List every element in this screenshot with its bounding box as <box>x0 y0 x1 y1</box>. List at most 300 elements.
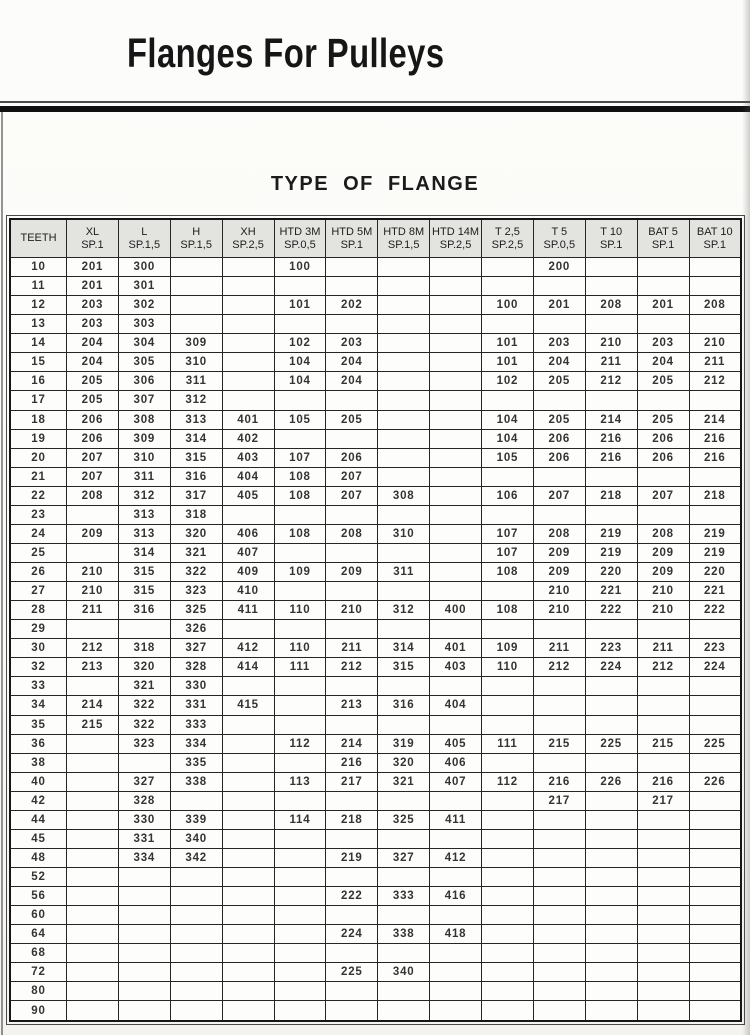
value-cell <box>482 1001 534 1021</box>
value-cell: 101 <box>482 353 534 372</box>
value-cell <box>533 810 585 829</box>
value-cell <box>689 963 741 982</box>
value-cell: 222 <box>689 601 741 620</box>
value-cell <box>482 753 534 772</box>
column-header-line2: SP.1,5 <box>180 238 212 251</box>
value-cell: 331 <box>118 829 170 848</box>
teeth-cell: 19 <box>10 429 67 448</box>
value-cell <box>274 1001 326 1021</box>
value-cell: 208 <box>533 524 585 543</box>
table-row-teeth-72 <box>10 963 741 982</box>
value-cell: 213 <box>67 658 119 677</box>
value-cell <box>274 620 326 639</box>
value-cell: 304 <box>118 334 170 353</box>
value-cell <box>637 753 689 772</box>
value-cell <box>326 620 378 639</box>
column-header-line1: T 5 <box>551 226 568 238</box>
value-cell <box>274 925 326 944</box>
column-header-line2: SP.1,5 <box>387 238 420 251</box>
value-cell <box>118 982 170 1001</box>
value-cell: 218 <box>585 486 637 505</box>
value-cell: 214 <box>585 410 637 429</box>
value-cell <box>585 887 637 906</box>
value-cell <box>67 1001 119 1021</box>
value-cell: 112 <box>274 734 326 753</box>
value-cell: 214 <box>689 410 741 429</box>
value-cell <box>637 315 689 334</box>
table-row-teeth-21 <box>10 467 741 486</box>
value-cell: 216 <box>689 448 741 467</box>
column-header-line1: L <box>141 226 148 238</box>
value-cell: 226 <box>585 772 637 791</box>
value-cell: 406 <box>430 753 482 772</box>
value-cell <box>222 734 274 753</box>
value-cell: 205 <box>67 391 119 410</box>
value-cell: 317 <box>170 486 222 505</box>
value-cell <box>585 391 637 410</box>
value-cell <box>585 677 637 696</box>
value-cell <box>378 315 430 334</box>
value-cell: 307 <box>118 391 170 410</box>
value-cell <box>170 887 222 906</box>
value-cell: 312 <box>378 601 430 620</box>
value-cell: 301 <box>118 277 170 296</box>
table-row-teeth-10 <box>10 258 741 277</box>
value-cell <box>533 467 585 486</box>
value-cell <box>378 467 430 486</box>
value-cell: 342 <box>170 848 222 867</box>
value-cell <box>482 791 534 810</box>
value-cell <box>430 410 482 429</box>
value-cell <box>378 372 430 391</box>
value-cell: 318 <box>118 639 170 658</box>
value-cell <box>637 944 689 963</box>
table-row-teeth-42 <box>10 791 741 810</box>
value-cell <box>585 810 637 829</box>
header-divider-thick-line <box>0 106 750 112</box>
value-cell: 205 <box>326 410 378 429</box>
value-cell <box>378 982 430 1001</box>
table-row-teeth-38 <box>10 753 741 772</box>
value-cell <box>482 810 534 829</box>
teeth-cell: 38 <box>10 753 67 772</box>
value-cell <box>430 906 482 925</box>
value-cell: 108 <box>274 524 326 543</box>
value-cell: 302 <box>118 296 170 315</box>
value-cell <box>274 791 326 810</box>
value-cell <box>637 677 689 696</box>
value-cell: 203 <box>637 334 689 353</box>
value-cell: 211 <box>585 353 637 372</box>
value-cell: 208 <box>585 296 637 315</box>
value-cell: 220 <box>585 563 637 582</box>
value-cell: 204 <box>637 353 689 372</box>
value-cell: 205 <box>533 372 585 391</box>
value-cell <box>378 944 430 963</box>
value-cell: 226 <box>689 772 741 791</box>
value-cell: 327 <box>118 772 170 791</box>
column-header-bat-10 <box>689 219 741 258</box>
value-cell: 305 <box>118 353 170 372</box>
teeth-cell: 29 <box>10 620 67 639</box>
value-cell <box>689 620 741 639</box>
teeth-cell: 40 <box>10 772 67 791</box>
value-cell <box>482 582 534 601</box>
value-cell <box>67 791 119 810</box>
value-cell: 217 <box>637 791 689 810</box>
column-header-htd-14m <box>430 219 482 258</box>
value-cell: 203 <box>326 334 378 353</box>
value-cell <box>222 391 274 410</box>
value-cell: 401 <box>430 639 482 658</box>
value-cell: 314 <box>170 429 222 448</box>
value-cell <box>274 753 326 772</box>
value-cell: 207 <box>67 448 119 467</box>
value-cell <box>170 944 222 963</box>
table-row-teeth-36 <box>10 734 741 753</box>
value-cell <box>222 829 274 848</box>
value-cell <box>67 772 119 791</box>
value-cell <box>430 277 482 296</box>
value-cell <box>430 353 482 372</box>
value-cell: 320 <box>170 524 222 543</box>
value-cell <box>585 868 637 887</box>
value-cell <box>274 848 326 867</box>
value-cell <box>430 868 482 887</box>
value-cell <box>274 906 326 925</box>
value-cell <box>637 258 689 277</box>
value-cell: 102 <box>274 334 326 353</box>
value-cell: 200 <box>533 258 585 277</box>
value-cell <box>274 543 326 562</box>
value-cell <box>67 543 119 562</box>
value-cell <box>482 696 534 715</box>
value-cell: 322 <box>118 696 170 715</box>
value-cell <box>170 277 222 296</box>
column-header-line2: SP.1 <box>599 238 623 251</box>
value-cell: 208 <box>67 486 119 505</box>
value-cell: 221 <box>689 582 741 601</box>
value-cell: 216 <box>689 429 741 448</box>
value-cell <box>326 582 378 601</box>
value-cell <box>533 925 585 944</box>
value-cell: 212 <box>326 658 378 677</box>
value-cell: 309 <box>118 429 170 448</box>
value-cell <box>430 620 482 639</box>
value-cell <box>274 829 326 848</box>
value-cell: 316 <box>118 601 170 620</box>
value-cell: 315 <box>170 448 222 467</box>
value-cell <box>430 791 482 810</box>
value-cell: 209 <box>637 543 689 562</box>
value-cell: 321 <box>378 772 430 791</box>
scan-right-edge-shade <box>742 0 750 1035</box>
value-cell <box>637 906 689 925</box>
value-cell <box>378 334 430 353</box>
value-cell: 405 <box>222 486 274 505</box>
value-cell: 333 <box>378 887 430 906</box>
value-cell <box>482 925 534 944</box>
value-cell: 328 <box>170 658 222 677</box>
table-row-teeth-34 <box>10 696 741 715</box>
value-cell: 216 <box>326 753 378 772</box>
value-cell <box>378 448 430 467</box>
value-cell <box>326 868 378 887</box>
column-header-line1: TEETH <box>20 232 57 245</box>
value-cell <box>637 848 689 867</box>
value-cell <box>689 753 741 772</box>
value-cell <box>118 868 170 887</box>
value-cell <box>482 715 534 734</box>
value-cell <box>378 505 430 524</box>
value-cell <box>482 315 534 334</box>
value-cell <box>533 620 585 639</box>
value-cell <box>378 620 430 639</box>
value-cell <box>222 353 274 372</box>
table-row-teeth-68 <box>10 944 741 963</box>
teeth-cell: 15 <box>10 353 67 372</box>
value-cell <box>689 868 741 887</box>
table-row-teeth-35 <box>10 715 741 734</box>
value-cell <box>378 277 430 296</box>
value-cell <box>585 848 637 867</box>
value-cell <box>378 906 430 925</box>
value-cell: 300 <box>118 258 170 277</box>
value-cell <box>689 982 741 1001</box>
value-cell: 312 <box>170 391 222 410</box>
value-cell: 104 <box>482 429 534 448</box>
value-cell: 314 <box>378 639 430 658</box>
value-cell <box>222 982 274 1001</box>
table-row-teeth-18 <box>10 410 741 429</box>
value-cell <box>637 982 689 1001</box>
value-cell <box>482 868 534 887</box>
value-cell: 321 <box>170 543 222 562</box>
value-cell: 212 <box>67 639 119 658</box>
table-row-teeth-29 <box>10 620 741 639</box>
value-cell: 412 <box>430 848 482 867</box>
value-cell <box>118 963 170 982</box>
value-cell <box>430 486 482 505</box>
value-cell <box>378 258 430 277</box>
value-cell: 322 <box>170 563 222 582</box>
value-cell <box>67 925 119 944</box>
value-cell: 105 <box>274 410 326 429</box>
value-cell: 219 <box>689 543 741 562</box>
value-cell <box>430 315 482 334</box>
value-cell <box>689 906 741 925</box>
value-cell <box>274 429 326 448</box>
value-cell: 201 <box>67 258 119 277</box>
value-cell: 321 <box>118 677 170 696</box>
value-cell <box>689 467 741 486</box>
value-cell: 206 <box>533 429 585 448</box>
column-header-line2: SP.2,5 <box>491 238 524 251</box>
value-cell: 209 <box>637 563 689 582</box>
value-cell: 207 <box>637 486 689 505</box>
value-cell: 326 <box>170 620 222 639</box>
teeth-cell: 11 <box>10 277 67 296</box>
value-cell <box>533 1001 585 1021</box>
value-cell <box>67 963 119 982</box>
value-cell <box>482 944 534 963</box>
teeth-cell: 42 <box>10 791 67 810</box>
value-cell <box>67 944 119 963</box>
value-cell <box>482 677 534 696</box>
value-cell <box>326 906 378 925</box>
value-cell <box>67 810 119 829</box>
value-cell <box>430 563 482 582</box>
value-cell <box>222 372 274 391</box>
value-cell: 310 <box>118 448 170 467</box>
value-cell <box>222 620 274 639</box>
value-cell: 225 <box>689 734 741 753</box>
value-cell: 308 <box>118 410 170 429</box>
teeth-cell: 23 <box>10 505 67 524</box>
value-cell: 216 <box>585 448 637 467</box>
value-cell <box>430 448 482 467</box>
value-cell <box>585 715 637 734</box>
scan-left-edge-line <box>1 112 3 1035</box>
value-cell: 314 <box>118 543 170 562</box>
value-cell <box>326 315 378 334</box>
value-cell: 325 <box>378 810 430 829</box>
table-row-teeth-24 <box>10 524 741 543</box>
column-header-line1: BAT 5 <box>648 226 678 238</box>
value-cell: 404 <box>222 467 274 486</box>
column-header-l <box>118 219 170 258</box>
value-cell <box>378 1001 430 1021</box>
value-cell: 210 <box>67 563 119 582</box>
value-cell: 340 <box>378 963 430 982</box>
value-cell <box>222 753 274 772</box>
value-cell <box>585 982 637 1001</box>
value-cell: 323 <box>118 734 170 753</box>
value-cell <box>222 925 274 944</box>
value-cell <box>585 467 637 486</box>
table-row-teeth-40 <box>10 772 741 791</box>
value-cell: 220 <box>689 563 741 582</box>
value-cell: 208 <box>689 296 741 315</box>
value-cell: 112 <box>482 772 534 791</box>
value-cell <box>67 677 119 696</box>
value-cell <box>482 829 534 848</box>
column-header-line1: HTD 5M <box>331 226 373 238</box>
value-cell <box>222 944 274 963</box>
value-cell: 210 <box>637 582 689 601</box>
value-cell <box>67 868 119 887</box>
value-cell: 319 <box>378 734 430 753</box>
value-cell: 222 <box>326 887 378 906</box>
value-cell <box>222 677 274 696</box>
value-cell <box>118 753 170 772</box>
value-cell <box>378 543 430 562</box>
value-cell: 109 <box>482 639 534 658</box>
value-cell: 303 <box>118 315 170 334</box>
value-cell <box>67 753 119 772</box>
value-cell <box>118 906 170 925</box>
value-cell: 310 <box>378 524 430 543</box>
value-cell <box>430 391 482 410</box>
table-row-teeth-28 <box>10 601 741 620</box>
teeth-cell: 18 <box>10 410 67 429</box>
value-cell: 315 <box>118 563 170 582</box>
value-cell <box>274 277 326 296</box>
value-cell: 311 <box>118 467 170 486</box>
value-cell: 309 <box>170 334 222 353</box>
value-cell <box>326 543 378 562</box>
value-cell: 327 <box>378 848 430 867</box>
value-cell: 211 <box>689 353 741 372</box>
value-cell <box>585 258 637 277</box>
value-cell <box>430 829 482 848</box>
value-cell: 411 <box>430 810 482 829</box>
value-cell <box>326 715 378 734</box>
value-cell: 104 <box>274 372 326 391</box>
value-cell <box>689 677 741 696</box>
value-cell: 320 <box>118 658 170 677</box>
value-cell <box>430 982 482 1001</box>
table-row-teeth-52 <box>10 868 741 887</box>
value-cell <box>585 753 637 772</box>
value-cell <box>533 391 585 410</box>
column-header-line1: T 10 <box>600 226 623 238</box>
value-cell <box>274 677 326 696</box>
value-cell: 108 <box>274 486 326 505</box>
value-cell: 312 <box>118 486 170 505</box>
value-cell: 334 <box>170 734 222 753</box>
teeth-cell: 80 <box>10 982 67 1001</box>
column-header-h <box>170 219 222 258</box>
value-cell: 412 <box>222 639 274 658</box>
teeth-cell: 30 <box>10 639 67 658</box>
value-cell: 411 <box>222 601 274 620</box>
value-cell: 212 <box>689 372 741 391</box>
table-row-teeth-15 <box>10 353 741 372</box>
column-header-line1: HTD 14M <box>432 226 480 238</box>
value-cell <box>430 505 482 524</box>
value-cell: 109 <box>274 563 326 582</box>
value-cell <box>430 334 482 353</box>
value-cell <box>637 868 689 887</box>
value-cell: 217 <box>533 791 585 810</box>
value-cell <box>326 944 378 963</box>
value-cell: 107 <box>274 448 326 467</box>
value-cell <box>170 791 222 810</box>
value-cell: 214 <box>67 696 119 715</box>
teeth-cell: 35 <box>10 715 67 734</box>
value-cell <box>430 677 482 696</box>
value-cell: 212 <box>637 658 689 677</box>
value-cell <box>222 963 274 982</box>
value-cell <box>118 1001 170 1021</box>
value-cell <box>430 467 482 486</box>
value-cell: 204 <box>533 353 585 372</box>
table-row-teeth-23 <box>10 505 741 524</box>
value-cell <box>67 734 119 753</box>
table-row-teeth-13 <box>10 315 741 334</box>
value-cell: 410 <box>222 582 274 601</box>
value-cell <box>689 258 741 277</box>
value-cell: 206 <box>67 410 119 429</box>
value-cell <box>430 1001 482 1021</box>
value-cell <box>430 524 482 543</box>
teeth-cell: 33 <box>10 677 67 696</box>
value-cell <box>430 258 482 277</box>
value-cell: 207 <box>533 486 585 505</box>
value-cell <box>170 982 222 1001</box>
value-cell <box>274 887 326 906</box>
